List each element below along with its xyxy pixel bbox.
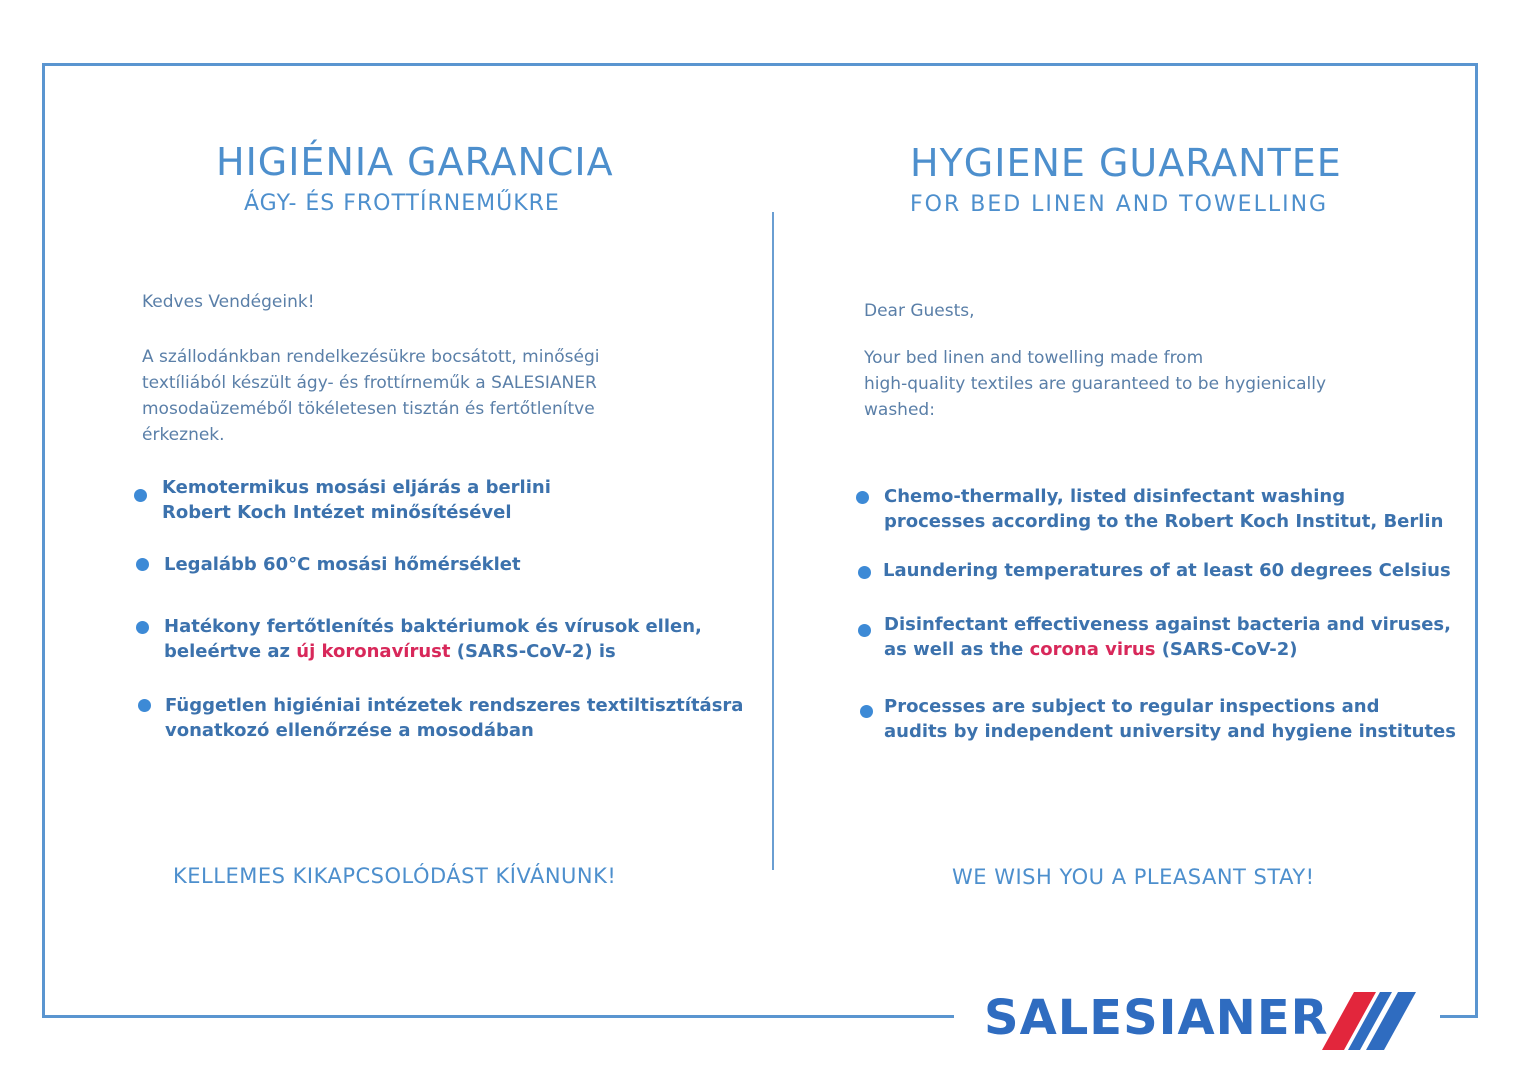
bullet-dot [860, 705, 873, 718]
en-bullet-3-text-end: (SARS-CoV-2) [1155, 639, 1298, 660]
hu-intro-line: A szállodánkban rendelkezésükre bocsátott, minőségi [142, 347, 600, 367]
hu-bullet-1-line-1: Kemotermikus mosási eljárás a berlini [162, 477, 551, 498]
bullet-dot [858, 624, 871, 637]
en-bullet-3-line-1: Disinfectant effectiveness against bacteria and viruses, [884, 614, 1451, 635]
column-divider [772, 212, 774, 870]
bullet-dot [136, 558, 149, 571]
bullet-dot [138, 699, 151, 712]
en-bullet-4-line-1: Processes are subject to regular inspections and [884, 696, 1380, 717]
hu-bullet-1-line-2: Robert Koch Intézet minősítésével [162, 502, 512, 523]
en-intro [864, 345, 1384, 423]
hu-closing: KELLEMES KIKAPCSOLÓDÁST KÍVÁNUNK! [173, 864, 617, 888]
en-title: HYGIENE GUARANTEE [910, 141, 1342, 185]
frame-border-bottom-right [1440, 1015, 1478, 1018]
hu-greeting: Kedves Vendégeink! [142, 292, 315, 312]
en-greeting: Dear Guests, [864, 301, 975, 321]
en-bullet-4-line-2: audits by independent university and hygiene institutes [884, 721, 1456, 742]
en-intro-line: Your bed linen and towelling made from [864, 348, 1204, 368]
hu-bullet-3-line-1: Hatékony fertőtlenítés baktériumok és vírusok ellen, [164, 616, 702, 637]
hu-bullet-3-text: beleértve az [164, 641, 297, 662]
bullet-dot [858, 566, 871, 579]
hu-title: HIGIÉNIA GARANCIA [216, 140, 614, 184]
salesianer-logo [984, 988, 1424, 1052]
frame-border-right [1475, 63, 1478, 1018]
en-subtitle: FOR BED LINEN AND TOWELLING [910, 192, 1329, 217]
bullet-dot [856, 491, 869, 504]
bullet-dot [134, 489, 147, 502]
hu-bullet-4-line-1: Független higiéniai intézetek rendszeres textiltisztításra [165, 695, 744, 716]
hu-bullet-3-text-end: (SARS-CoV-2) is [450, 641, 616, 662]
bullet-dot [136, 621, 149, 634]
en-highlight-corona-virus: corona virus [1029, 639, 1156, 660]
hu-bullet-3-line-2 [164, 639, 702, 664]
en-bullet-1-line-2: processes according to the Robert Koch Institut, Berlin [884, 511, 1444, 532]
logo-wordmark: SALESIANER [984, 990, 1329, 1046]
frame-border-left [42, 63, 45, 1018]
hu-intro-line: mosodaüzeméből tökéletesen tisztán és fertőtlenítve [142, 399, 595, 419]
hu-intro [142, 344, 662, 448]
hu-intro-line: textíliából készült ágy- és frottírneműk a SALESIANER [142, 373, 597, 393]
en-intro-line: washed: [864, 400, 935, 420]
en-bullet-1-line-1: Chemo-thermally, listed disinfectant washing [884, 486, 1346, 507]
en-bullet-2-line-1: Laundering temperatures of at least 60 degrees Celsius [883, 560, 1451, 581]
hu-bullet-2-line-1: Legalább 60°C mosási hőmérséklet [164, 554, 521, 575]
frame-border-bottom-left [42, 1015, 954, 1018]
hu-highlight-coronavirus: új koronavírust [296, 641, 451, 662]
hu-bullet-4-line-2: vonatkozó ellenőrzése a mosodában [165, 720, 534, 741]
en-intro-line: high-quality textiles are guaranteed to be hygienically [864, 374, 1327, 394]
en-bullet-3-text: as well as the [884, 639, 1030, 660]
hu-intro-line: érkeznek. [142, 425, 225, 445]
en-closing: WE WISH YOU A PLEASANT STAY! [952, 865, 1315, 889]
logo-stripes-icon [1322, 988, 1418, 1052]
frame-border-top [42, 63, 1478, 66]
en-bullet-3-line-2 [884, 637, 1451, 662]
hu-subtitle: ÁGY- ÉS FROTTÍRNEMŰKRE [244, 191, 560, 216]
